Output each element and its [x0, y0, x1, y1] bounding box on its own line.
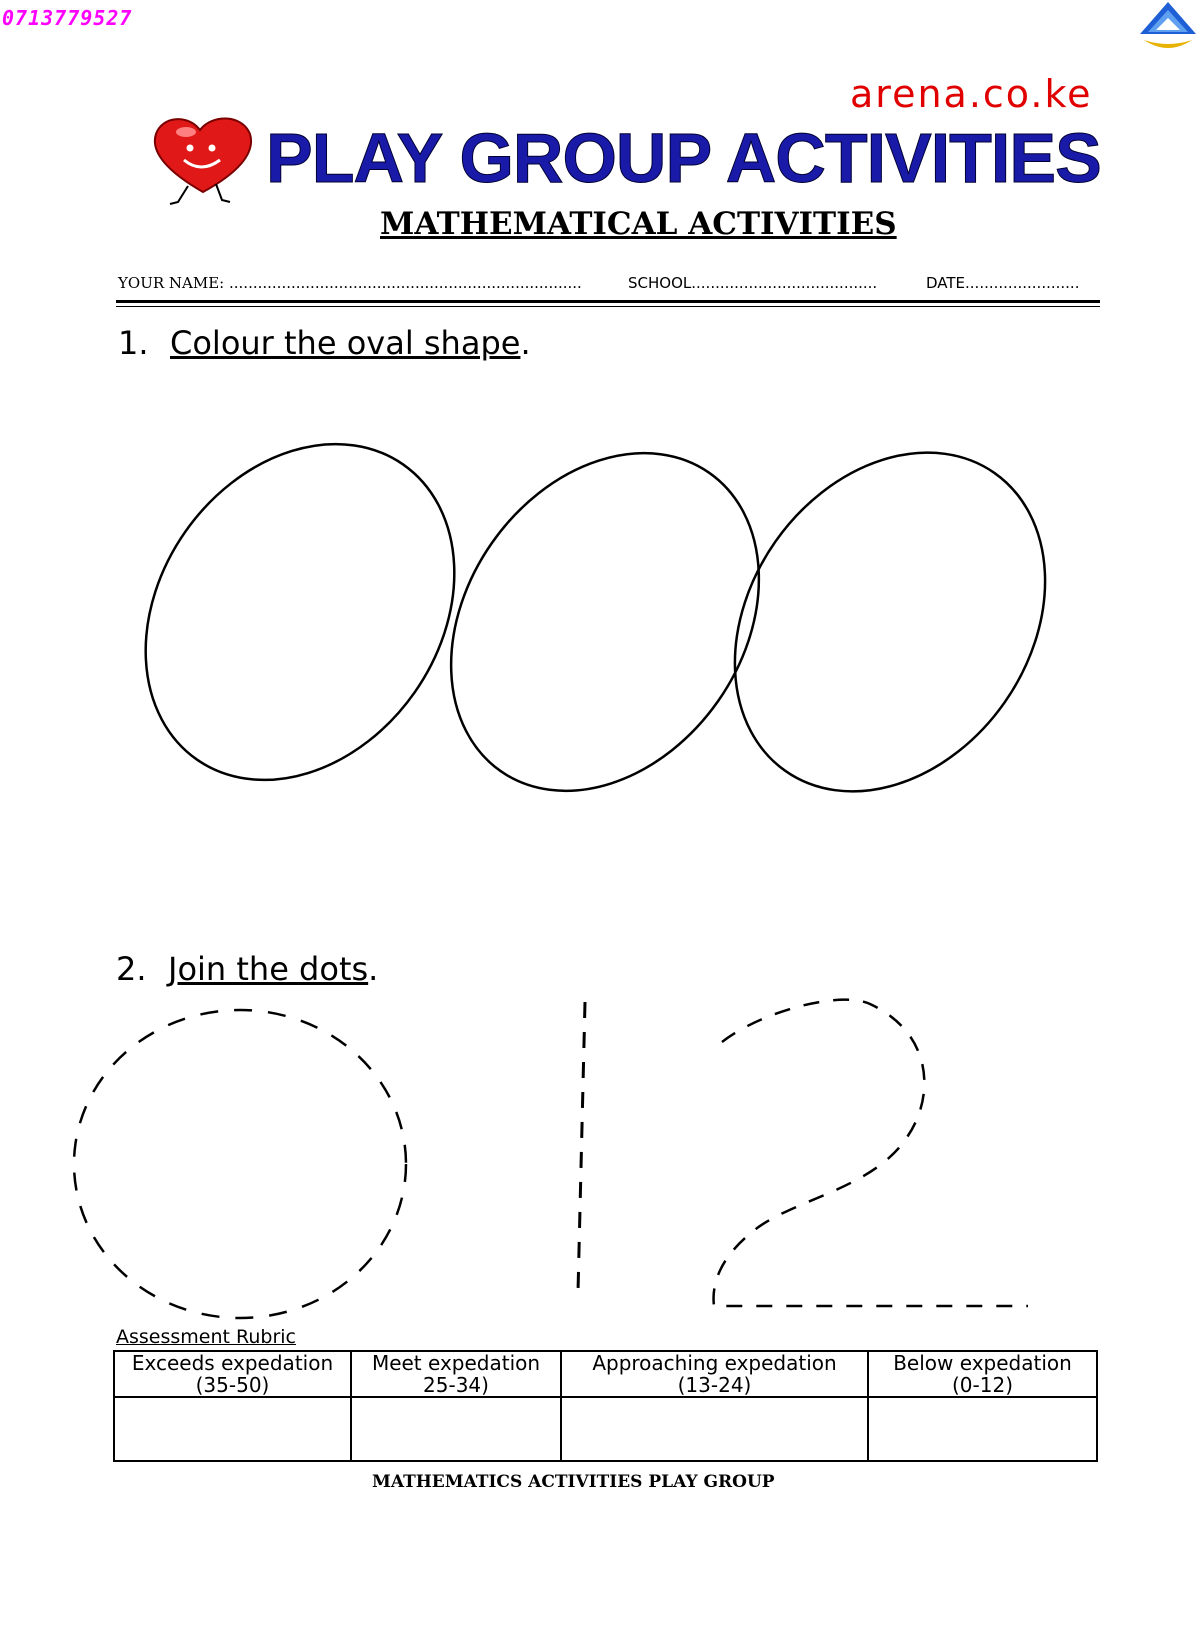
rubric-cell-exceeds[interactable] [114, 1397, 351, 1461]
rubric-col-approaching: Approaching expedation (13-24) [561, 1351, 868, 1397]
oval-shape-1 [82, 384, 518, 839]
question-1: 1. Colour the oval shape. [118, 324, 531, 362]
question-2-text: Join the dots [168, 950, 369, 988]
assessment-rubric-table [113, 1350, 1098, 1462]
question-1-number: 1. [118, 324, 149, 362]
page-subtitle: MATHEMATICAL ACTIVITIES [380, 206, 897, 242]
dotted-number-2 [714, 1000, 1028, 1306]
rubric-cell-below[interactable] [868, 1397, 1097, 1461]
rubric-col-below: Below expedation (0-12) [868, 1351, 1097, 1397]
name-field-label: YOUR NAME: .......................................................................... [118, 274, 582, 292]
rubric-col-meet: Meet expedation 25-34) [351, 1351, 561, 1397]
question-1-text: Colour the oval shape [170, 324, 521, 362]
site-url: arena.co.ke [850, 72, 1093, 116]
question-2-number: 2. [116, 950, 147, 988]
page-footer: MATHEMATICS ACTIVITIES PLAY GROUP [372, 1472, 775, 1492]
question-2: 2. Join the dots. [116, 950, 379, 988]
oval-shape-2 [388, 394, 823, 850]
date-field-label: DATE........................ [926, 274, 1080, 292]
rubric-cell-meet[interactable] [351, 1397, 561, 1461]
phone-number: 0713779527 [2, 6, 133, 30]
dotted-number-1 [578, 1002, 585, 1292]
dotted-number-0 [74, 1010, 406, 1318]
oval-shape-3 [671, 393, 1109, 852]
rubric-title: Assessment Rubric [116, 1326, 296, 1348]
rubric-col-exceeds: Exceeds expedation (35-50) [114, 1351, 351, 1397]
rubric-cell-approaching[interactable] [561, 1397, 868, 1461]
page-title: PLAY GROUP ACTIVITIES [266, 119, 1101, 197]
school-field-label: SCHOOL....................................... [628, 274, 878, 292]
